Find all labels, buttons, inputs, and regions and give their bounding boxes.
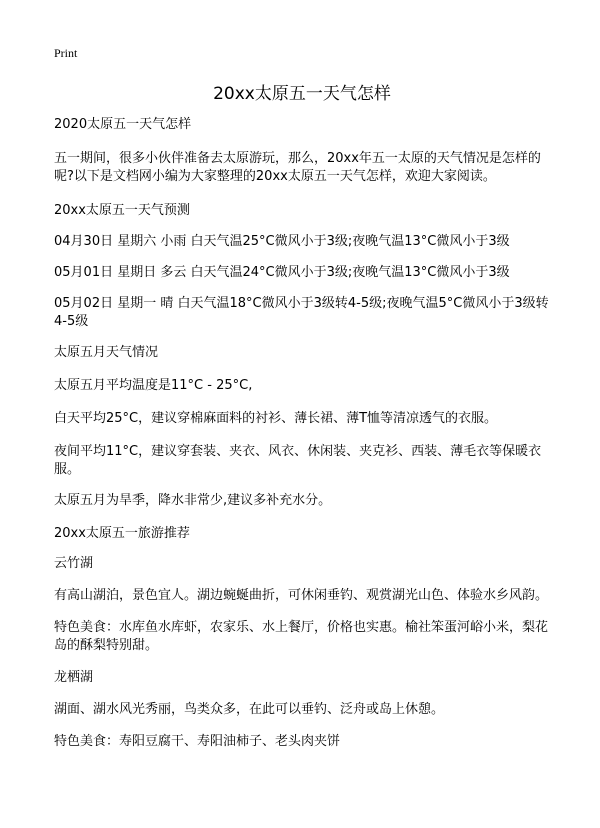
paragraph-forecast-0502: 05月02日 星期一 晴 白天气温18°C微风小于3级转4-5级;夜晚气温5°C微风小于3级转4-5级 (54, 296, 549, 329)
paragraph-forecast-0501: 05月01日 星期日 多云 白天气温24°C微风小于3级;夜晚气温13°C微风小于3级 (54, 265, 510, 280)
paragraph-dry-season: 太原五月为旱季，降水非常少,建议多补充水分。 (54, 493, 332, 508)
paragraph-may-weather-heading: 太原五月天气情况 (54, 345, 159, 360)
paragraph-yunzhu-food: 特色美食：水库鱼水库虾，农家乐、水上餐厅，价格也实惠。榆社笨蛋河峪小米，梨花岛的酥梨特别甜。 (54, 620, 549, 653)
paragraph-yunzhu-lake: 云竹湖 (54, 556, 94, 571)
print-link[interactable]: Print (54, 46, 78, 60)
paragraph-yunzhu-desc: 有高山湖泊，景色宜人。湖边蜿蜒曲折，可休闲垂钓、观赏湖光山色、体验水乡风韵。 (54, 588, 549, 603)
paragraph-day-clothing: 白天平均25°C，建议穿棉麻面料的衬衫、薄长裙、薄T恤等清凉透气的衣服。 (54, 411, 498, 426)
paragraph-forecast-0430: 04月30日 星期六 小雨 白天气温25°C微风小于3级;夜晚气温13°C微风小于3级 (54, 234, 510, 249)
page-title: 20xx太原五一天气怎样 (213, 84, 391, 104)
paragraph-forecast-heading: 20xx太原五一天气预测 (54, 203, 190, 218)
paragraph-intro-heading: 2020太原五一天气怎样 (54, 117, 192, 132)
document-body (54, 116, 550, 751)
paragraph-longqi-food: 特色美食：寿阳豆腐干、寿阳油柿子、老头肉夹饼 (54, 734, 341, 749)
paragraph-intro: 五一期间，很多小伙伴准备去太原游玩，那么，20xx年五一太原的天气情况是怎样的呢?以下是文档网小编为大家整理的20xx太原五一天气怎样，欢迎大家阅读。 (54, 151, 541, 184)
paragraph-travel-heading: 20xx太原五一旅游推荐 (54, 526, 190, 541)
paragraph-night-clothing: 夜间平均11°C，建议穿套装、夹衣、风衣、休闲装、夹克衫、西装、薄毛衣等保暖衣服。 (54, 444, 542, 477)
paragraph-may-avg-temp: 太原五月平均温度是11°C - 25°C, (54, 378, 253, 393)
paragraph-longqi-lake: 龙栖湖 (54, 670, 94, 685)
paragraph-longqi-desc: 湖面、湖水风光秀丽，鸟类众多，在此可以垂钓、泛舟或岛上休憩。 (54, 702, 445, 717)
